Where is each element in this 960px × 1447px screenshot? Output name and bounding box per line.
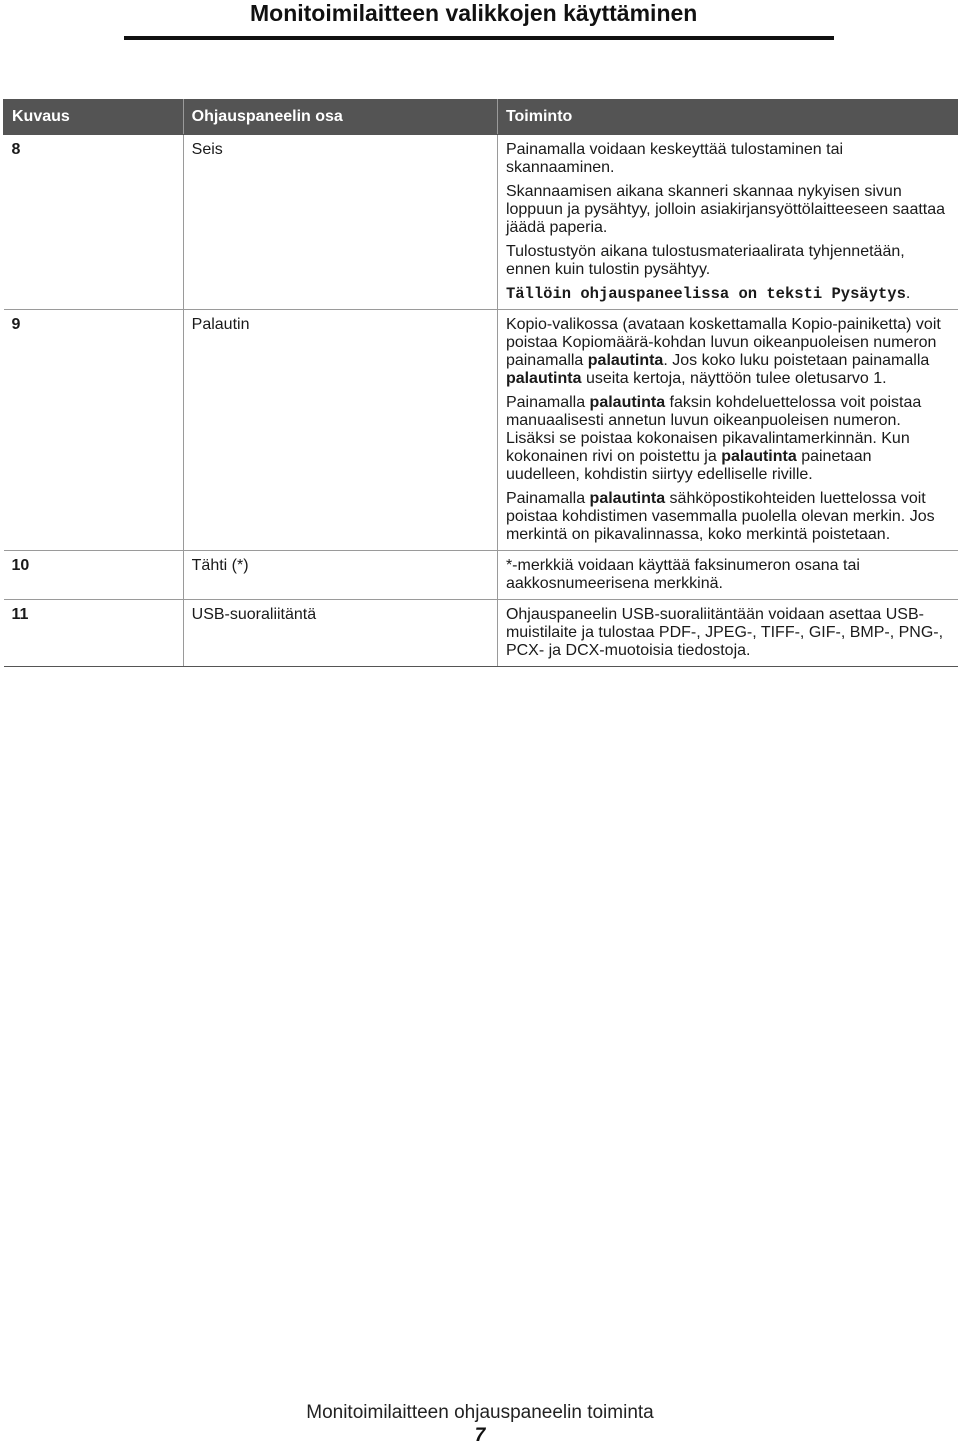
function-description: [497, 135, 957, 310]
table-row: [4, 600, 958, 667]
text-run: . Jos koko luku poistetaan painamalla: [663, 352, 930, 369]
page-title: Monitoimilaitteen valikkojen käyttäminen: [250, 0, 698, 26]
keyword-backspace: palautinta: [587, 352, 664, 369]
column-header-kuvaus: Kuvaus: [4, 100, 184, 135]
text-run: painetaan uudelleen, kohdistin siirtyy edelliselle riville.: [505, 448, 872, 483]
description-paragraph: Tulostustyön aikana tulostusmateriaalirata tyhjennetään, ennen kuin tulostin pysähtyy.: [505, 243, 905, 278]
text-run: sähköpostikohteiden luettelossa voit poistaa kohdistimen vasemmalla puolella olevan merkin. Jos merkintä on pikavalinnassa, koko merkintä poistetaan.: [505, 490, 935, 543]
panel-part-name: Palautin: [183, 310, 497, 551]
sentence-end: .: [905, 285, 911, 302]
keyword-backspace: palautinta: [721, 448, 797, 465]
description-paragraph: [506, 490, 950, 544]
panel-part-name: Tähti (*): [183, 551, 497, 600]
table-row: [4, 551, 958, 600]
text-run: Kopio-valikossa (avataan koskettamalla Kopio-painiketta) voit poistaa Kopiomäärä-kohdan luvun oikeanpuoleisen numeron painamalla: [505, 316, 941, 369]
row-number: 10: [4, 551, 184, 600]
table-header-row: [4, 100, 958, 135]
keyword-backspace: palautinta: [505, 370, 582, 387]
table-row: [4, 310, 958, 551]
description-paragraph: [506, 394, 950, 484]
display-message-paragraph: [506, 285, 950, 303]
function-description: [497, 600, 957, 667]
panel-part-name: USB-suoraliitäntä: [183, 600, 497, 667]
row-number: 8: [4, 135, 184, 310]
keyword-backspace: palautinta: [589, 490, 666, 507]
page-number: 7: [474, 1425, 486, 1446]
panel-part-name: Seis: [183, 135, 497, 310]
text-run: useita kertoja, näyttöön tulee oletusarvo 1.: [581, 370, 887, 387]
description-paragraph: Ohjauspaneelin USB-suoraliitäntään voidaan asettaa USB-muistilaite ja tulostaa PDF-, JPEG-, TIFF-, GIF-, BMP-, PNG-, PCX- ja DCX-muotoisia tiedostoja.: [505, 606, 944, 659]
control-panel-table: [3, 99, 958, 667]
row-number: 9: [4, 310, 184, 551]
function-description: [497, 551, 957, 600]
footer-section-title: Monitoimilaitteen ohjauspaneelin toiminta: [306, 1402, 654, 1423]
column-header-panel-part: Ohjauspaneelin osa: [183, 100, 497, 135]
column-header-function: Toiminto: [497, 100, 957, 135]
description-paragraph: Skannaamisen aikana skanneri skannaa nykyisen sivun loppuun ja pysähtyy, jolloin asiakirjansyöttölaitteeseen saattaa jäädä paperia.: [505, 183, 946, 236]
display-message-text: Tällöin ohjauspaneelissa on teksti Pysäytys: [505, 285, 906, 303]
description-paragraph: Painamalla voidaan keskeyttää tulostaminen tai skannaaminen.: [505, 141, 844, 176]
function-description: [497, 310, 957, 551]
text-run: faksin kohdeluettelossa voit poistaa manuaalisesti annetun luvun oikeanpuoleisen numeron. Lisäksi se poistaa kokonaisen pikavalintamerkinnän. Kun kokonainen rivi on poistettu ja: [505, 394, 922, 465]
description-paragraph: [506, 316, 950, 388]
keyword-backspace: palautinta: [589, 394, 666, 411]
text-run: Painamalla: [505, 490, 590, 507]
row-number: 11: [4, 600, 184, 667]
title-rule: [124, 36, 834, 40]
text-run: Painamalla: [505, 394, 590, 411]
description-paragraph: *-merkkiä voidaan käyttää faksinumeron osana tai aakkosnumeerisena merkkinä.: [505, 557, 860, 592]
table-row: [4, 135, 958, 310]
